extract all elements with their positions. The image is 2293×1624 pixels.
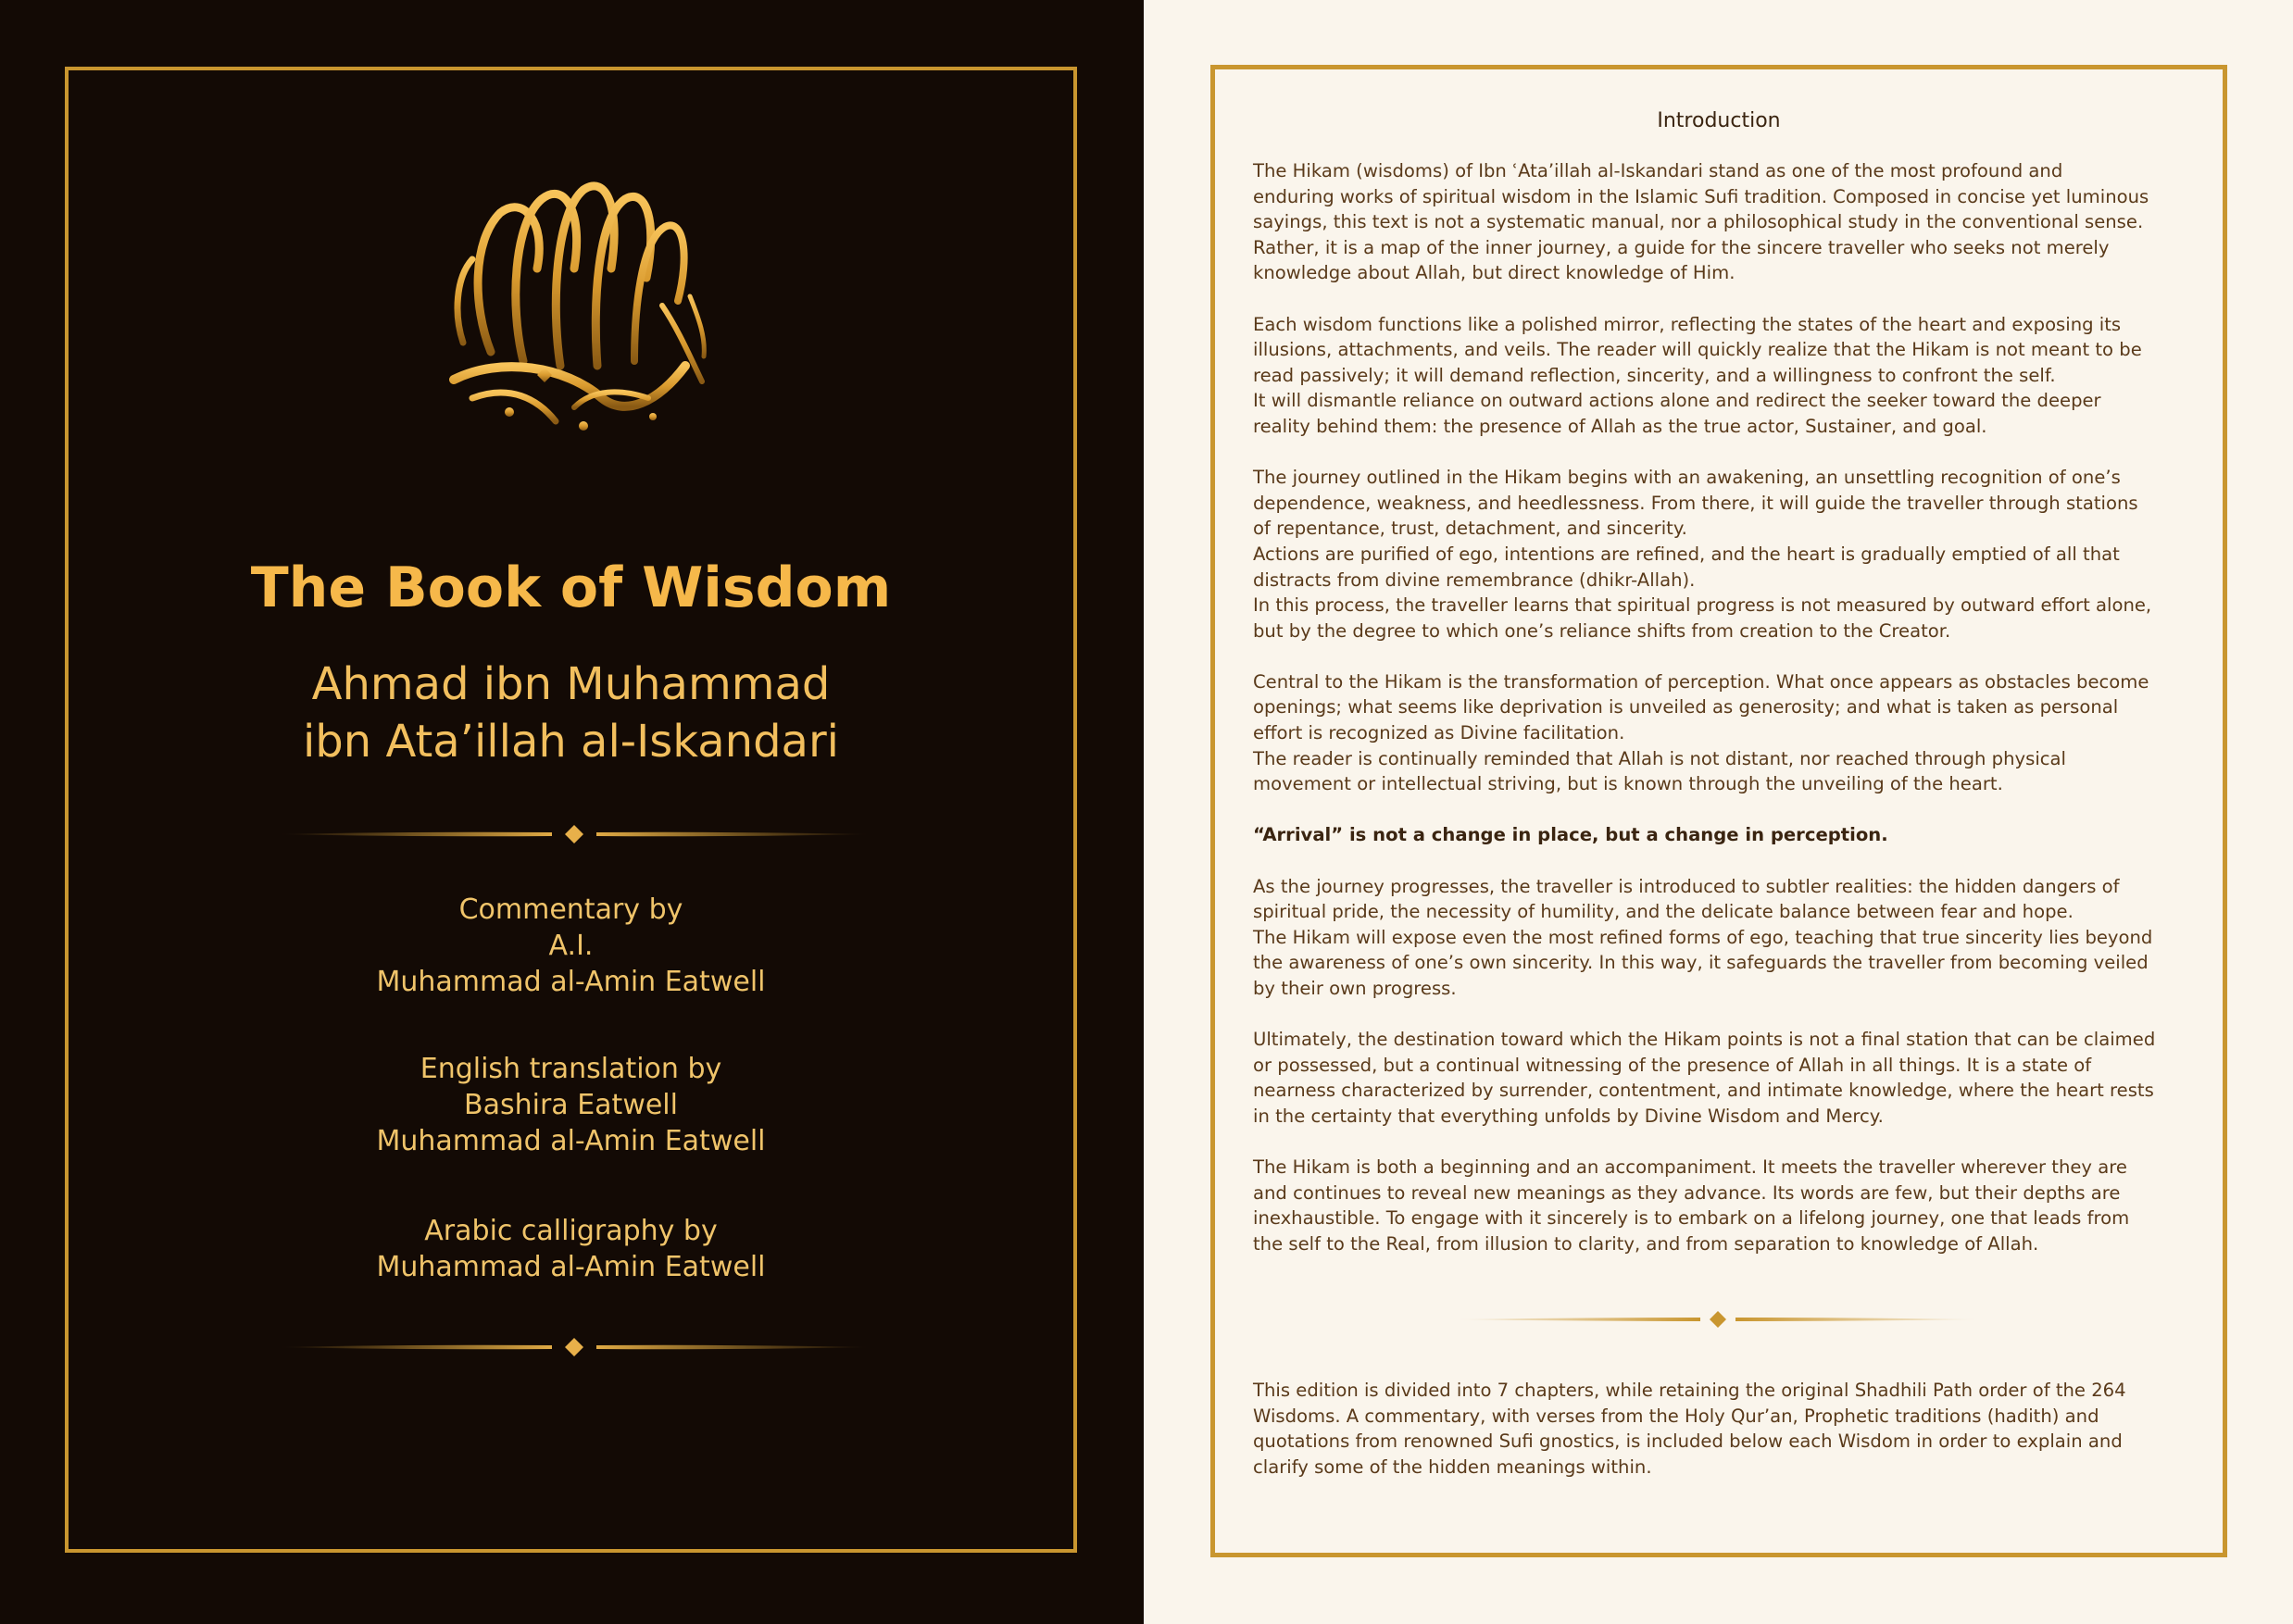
credit-translation-name-1: Bashira Eatwell <box>464 1089 678 1121</box>
introduction-line: Each wisdom functions like a polished mirror, reflecting the states of the heart and exposing its <box>1253 313 2122 335</box>
introduction-line: movement or intellectual striving, but is known through the unveiling of the heart. <box>1253 773 2003 795</box>
introduction-line: read passively; it will demand reflection, sincerity, and a willingness to confront the self. <box>1253 364 2056 386</box>
author-name <box>65 656 1077 770</box>
introduction-paragraph <box>1253 1027 2179 1129</box>
introduction-line: of repentance, trust, detachment, and sincerity. <box>1253 518 1687 540</box>
introduction-paragraph <box>1253 312 2179 440</box>
introduction-line: reality behind them: the presence of Allah as the true actor, Sustainer, and goal. <box>1253 415 1987 437</box>
introduction-line: dependence, weakness, and heedlessness. From there, it will guide the traveller through stations <box>1253 492 2138 514</box>
introduction-body <box>1253 158 2179 1282</box>
introduction-line: “Arrival” is not a change in place, but a change in perception. <box>1253 824 1888 846</box>
credit-translation <box>65 1051 1077 1159</box>
credit-translation-label: English translation by <box>420 1053 722 1085</box>
ornamental-divider-introduction <box>1454 1308 1982 1330</box>
introduction-line: As the journey progresses, the traveller is introduced to subtler realities: the hidden dangers of <box>1253 875 2120 897</box>
credit-calligraphy-label: Arabic calligraphy by <box>424 1215 718 1247</box>
ornamental-divider-top <box>278 822 871 846</box>
arabic-calligraphy-basmala-icon <box>435 167 713 440</box>
edition-note <box>1253 1378 2179 1480</box>
introduction-line: The reader is continually reminded that Allah is not distant, nor reached through physical <box>1253 747 2066 769</box>
introduction-paragraph <box>1253 1155 2179 1256</box>
credit-calligraphy <box>65 1213 1077 1285</box>
introduction-line: openings; what seems like deprivation is unveiled as generosity; and what is taken as personal <box>1253 696 2119 718</box>
credit-commentary-name-1: A.I. <box>548 930 594 962</box>
introduction-line: nearness characterized by surrender, contentment, and intimate knowledge, where the heart rests <box>1253 1080 2154 1102</box>
introduction-heading: Introduction <box>1657 109 1781 132</box>
author-line-2: ibn Ata’illah al-Iskandari <box>302 716 840 768</box>
credit-commentary <box>65 892 1077 1000</box>
introduction-line: The Hikam is both a beginning and an accompaniment. It meets the traveller wherever they are <box>1253 1156 2127 1179</box>
introduction-line: in the certainty that everything unfolds by Divine Wisdom and Mercy. <box>1253 1105 1884 1127</box>
introduction-line: or possessed, but a continual witnessing of the presence of Allah in all things. It is a state of <box>1253 1054 2092 1076</box>
introduction-line: The Hikam will expose even the most refined forms of ego, teaching that true sincerity lies beyond <box>1253 926 2153 948</box>
introduction-line: knowledge about Allah, but direct knowledge of Him. <box>1253 262 1735 284</box>
introduction-line: inexhaustible. To engage with it sincerely is to embark on a lifelong journey, one that leads from <box>1253 1207 2130 1230</box>
author-line-1: Ahmad ibn Muhammad <box>311 658 831 710</box>
introduction-line: but by the degree to which one’s reliance shifts from creation to the Creator. <box>1253 619 1951 642</box>
book-title: The Book of Wisdom <box>250 556 892 620</box>
credit-calligraphy-name-1: Muhammad al-Amin Eatwell <box>376 1251 766 1283</box>
introduction-line: Ultimately, the destination toward which the Hikam points is not a final station that can be claimed <box>1253 1029 2156 1051</box>
introduction-line: distracts from divine remembrance (dhikr-Allah). <box>1253 568 1696 591</box>
credit-commentary-label: Commentary by <box>458 893 683 926</box>
introduction-line: and continues to reveal new meanings as they advance. Its words are few, but their depths are <box>1253 1181 2121 1204</box>
introduction-line: Central to the Hikam is the transformation of perception. What once appears as obstacles become <box>1253 670 2149 693</box>
edition-note-line: This edition is divided into 7 chapters, while retaining the original Shadhili Path order of the 264 <box>1253 1380 2126 1401</box>
introduction-line: The Hikam (wisdoms) of Ibn ʿAta’illah al-Iskandari stand as one of the most profound and <box>1253 160 2063 181</box>
introduction-line: illusions, attachments, and veils. The reader will quickly realize that the Hikam is not meant to be <box>1253 339 2142 361</box>
introduction-line: Actions are purified of ego, intentions are refined, and the heart is gradually emptied of all that <box>1253 543 2120 565</box>
edition-note-line: Wisdoms. A commentary, with verses from the Holy Qur’an, Prophetic traditions (hadith) and <box>1253 1405 2099 1427</box>
edition-note-line: clarify some of the hidden meanings within. <box>1253 1455 1652 1478</box>
credit-translation-name-2: Muhammad al-Amin Eatwell <box>376 1125 766 1157</box>
introduction-paragraph <box>1253 465 2179 643</box>
introduction-line: It will dismantle reliance on outward actions alone and redirect the seeker toward the deeper <box>1253 390 2101 412</box>
introduction-line: sayings, this text is not a systematic manual, nor a philosophical study in the conventional sense. <box>1253 211 2144 233</box>
introduction-line: by their own progress. <box>1253 978 1457 999</box>
introduction-line: effort is recognized as Divine facilitation. <box>1253 722 1625 744</box>
introduction-line: the self to the Real, from illusion to clarity, and from separation to knowledge of Allah. <box>1253 1232 2039 1255</box>
ornamental-divider-bottom <box>278 1335 871 1359</box>
introduction-paragraph <box>1253 874 2179 1002</box>
introduction-line: the awareness of one’s own sincerity. In this way, it safeguards the traveller from becoming veiled <box>1253 952 2149 974</box>
introduction-line: spiritual pride, the necessity of humility, and the delicate balance between fear and hope. <box>1253 901 2074 923</box>
introduction-line: The journey outlined in the Hikam begins with an awakening, an unsettling recognition of one’s <box>1253 467 2121 489</box>
introduction-line: enduring works of spiritual wisdom in the Islamic Sufi tradition. Composed in concise yet luminous <box>1253 185 2149 207</box>
introduction-paragraph <box>1253 669 2179 797</box>
edition-note-line: quotations from renowned Sufi gnostics, is included below each Wisdom in order to explain and <box>1253 1430 2123 1453</box>
credit-commentary-name-2: Muhammad al-Amin Eatwell <box>376 966 766 998</box>
introduction-line: Rather, it is a map of the inner journey, a guide for the sincere traveller who seeks not merely <box>1253 236 2110 258</box>
introduction-paragraph <box>1253 158 2179 286</box>
introduction-paragraph <box>1253 822 2179 848</box>
introduction-line: In this process, the traveller learns that spiritual progress is not measured by outward effort alone, <box>1253 594 2152 617</box>
